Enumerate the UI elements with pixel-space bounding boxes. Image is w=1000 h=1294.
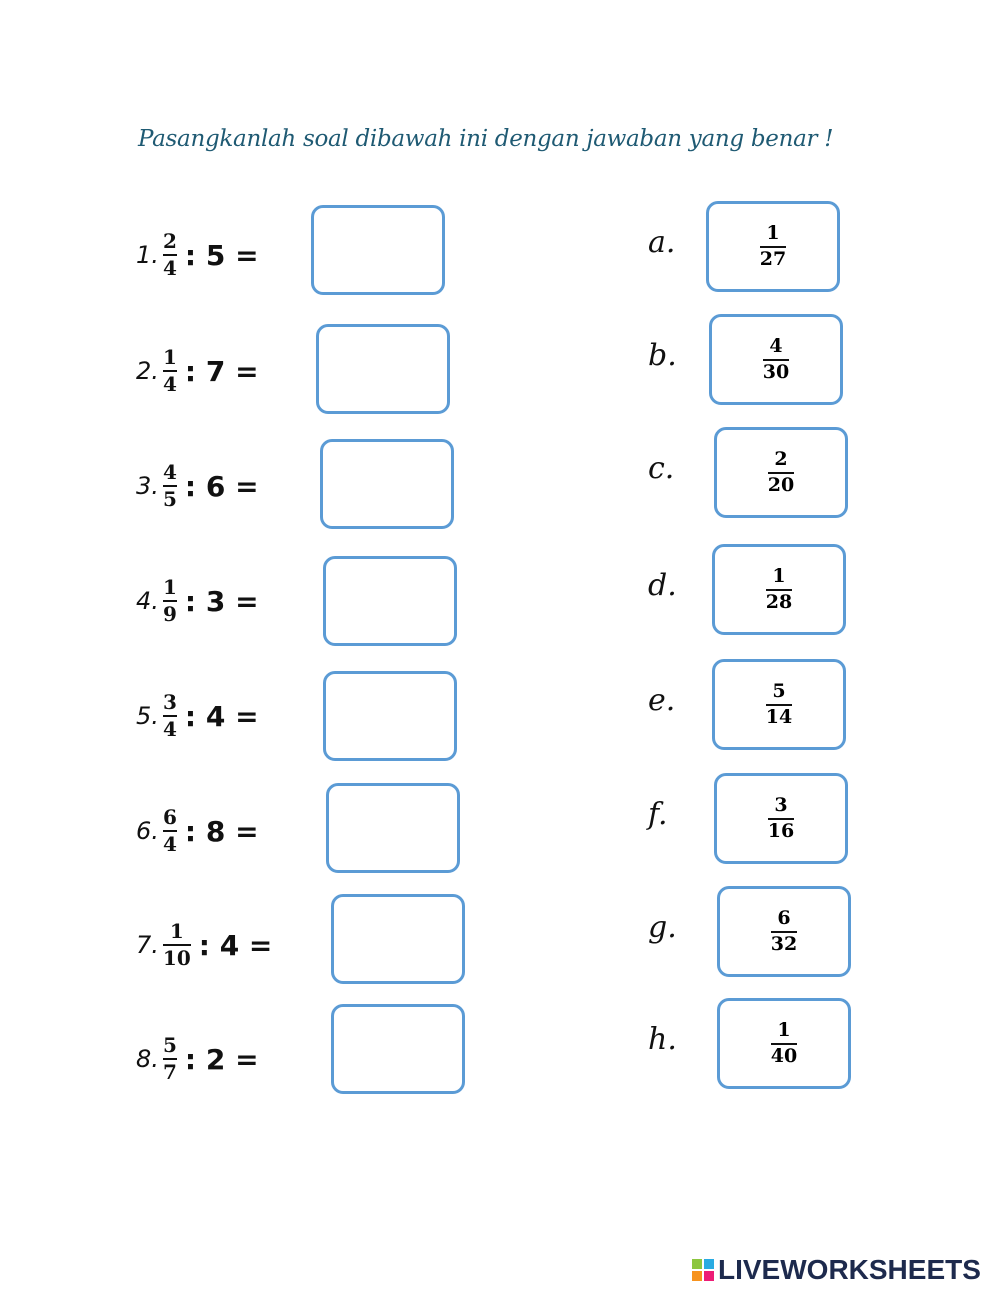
answer-option-b[interactable] [709,314,843,405]
answer-letter: f. [648,797,668,832]
answer-option-d[interactable] [712,544,846,635]
question-denominator: 4 [162,832,177,856]
question-2 [136,336,259,406]
answer-denominator: 32 [770,932,798,955]
instruction-title: Pasangkanlah soal dibawah ini dengan jawaban yang benar ! [138,126,834,152]
answer-drop-box-5[interactable] [323,671,457,761]
answer-numerator: 1 [772,564,786,587]
question-expression: : 2 = [184,1042,259,1076]
answer-letter: h. [648,1022,677,1057]
answer-fraction [765,564,793,613]
answer-denominator: 28 [765,590,793,613]
question-fraction [163,231,177,279]
question-fraction [163,807,177,855]
answer-option-f[interactable] [714,773,848,864]
answer-denominator: 27 [759,247,787,270]
answer-letter: e. [648,683,676,718]
question-number: 7. [136,931,159,959]
question-1 [136,220,259,290]
question-expression: : 7 = [184,354,259,388]
question-fraction [163,462,177,510]
answer-letter: d. [648,568,677,603]
question-number: 5. [136,702,159,730]
answer-fraction [762,334,790,383]
answer-drop-box-7[interactable] [331,894,465,984]
question-denominator: 10 [162,946,191,970]
answer-drop-box-1[interactable] [311,205,445,295]
answer-denominator: 16 [767,819,795,842]
question-fraction [163,692,177,740]
answer-drop-box-4[interactable] [323,556,457,646]
answer-letter: a. [648,225,676,260]
answer-denominator: 20 [767,473,795,496]
answer-drop-box-8[interactable] [331,1004,465,1094]
logo-squares-icon [692,1259,714,1281]
question-3 [136,451,259,521]
question-number: 1. [136,241,159,269]
question-expression: : 4 = [198,928,273,962]
answer-denominator: 30 [762,360,790,383]
answer-drop-box-6[interactable] [326,783,460,873]
answer-numerator: 5 [772,679,786,702]
liveworksheets-logo [692,1254,981,1286]
question-fraction [163,921,191,969]
question-number: 8. [136,1045,159,1073]
question-5 [136,681,259,751]
answer-fraction [770,1018,798,1067]
answer-drop-box-3[interactable] [320,439,454,529]
answer-letter: b. [648,338,677,373]
answer-option-e[interactable] [712,659,846,750]
answer-numerator: 1 [766,221,780,244]
logo-text: LIVEWORKSHEETS [718,1254,981,1285]
question-numerator: 1 [162,575,177,599]
answer-numerator: 6 [777,906,791,929]
question-numerator: 2 [162,229,177,253]
question-fraction [163,1035,177,1083]
question-7 [136,910,272,980]
question-numerator: 3 [162,690,177,714]
question-fraction [163,577,177,625]
question-8 [136,1024,259,1094]
question-6 [136,796,259,866]
question-numerator: 1 [162,345,177,369]
answer-option-c[interactable] [714,427,848,518]
question-denominator: 5 [162,487,177,511]
question-expression: : 5 = [184,238,259,272]
answer-letter: g. [648,910,677,945]
question-4 [136,566,259,636]
question-numerator: 1 [169,919,184,943]
answer-option-h[interactable] [717,998,851,1089]
question-denominator: 4 [162,717,177,741]
question-denominator: 7 [162,1060,177,1084]
question-number: 2. [136,357,159,385]
answer-numerator: 2 [774,447,788,470]
question-number: 6. [136,817,159,845]
answer-drop-box-2[interactable] [316,324,450,414]
answer-numerator: 1 [777,1018,791,1041]
answer-fraction [767,447,795,496]
question-expression: : 4 = [184,699,259,733]
question-fraction [163,347,177,395]
answer-letter: c. [648,451,675,486]
answer-fraction [767,793,795,842]
answer-fraction [765,679,793,728]
answer-numerator: 4 [769,334,783,357]
question-denominator: 4 [162,372,177,396]
answer-fraction [770,906,798,955]
answer-option-a[interactable] [706,201,840,292]
question-numerator: 6 [162,805,177,829]
question-numerator: 4 [162,460,177,484]
answer-numerator: 3 [774,793,788,816]
question-number: 4. [136,587,159,615]
answer-fraction [759,221,787,270]
question-expression: : 8 = [184,814,259,848]
question-number: 3. [136,472,159,500]
answer-denominator: 40 [770,1044,798,1067]
question-denominator: 9 [162,602,177,626]
answer-option-g[interactable] [717,886,851,977]
answer-denominator: 14 [765,705,793,728]
question-expression: : 3 = [184,584,259,618]
question-expression: : 6 = [184,469,259,503]
question-numerator: 5 [162,1033,177,1057]
question-denominator: 4 [162,256,177,280]
